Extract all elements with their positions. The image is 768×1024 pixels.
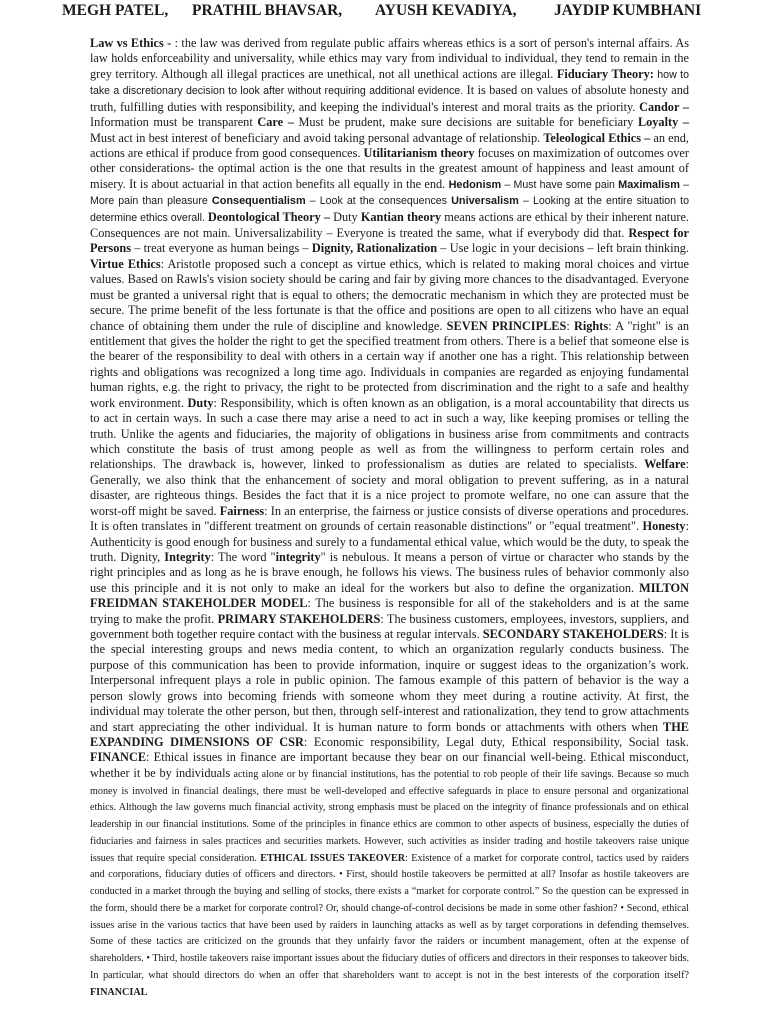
heading-milton-freidman-model: MILTON FREIDMAN STAKEHOLDER MODEL	[90, 580, 689, 611]
text-run: : In an enterprise, the fairness or justice consists of diverse operations and procedures. It is often translates in "different treatment on grounds of certain reasonable distinctions" or "equal treatment".	[90, 503, 689, 534]
heading-financial: FINANCIAL	[90, 986, 148, 998]
text-run: an end, actions are ethical if produce from good consequences.	[90, 130, 689, 160]
text-run: Duty	[330, 209, 361, 224]
text-run: Must act in best interest of beneficiary and avoid taking personal advantage of relationship.	[90, 130, 544, 145]
term-rights: Rights	[573, 318, 609, 333]
term-duty: Duty	[187, 395, 214, 410]
heading-ethical-issues-takeover: ETHICAL ISSUES TAKEOVER	[260, 852, 406, 864]
text-run: – Look at the consequences	[305, 195, 452, 208]
heading-expanding-dimensions-csr: THE EXPANDING DIMENSIONS OF CSR	[90, 719, 689, 749]
term-respect-for-persons: Respect for Persons	[90, 226, 689, 256]
author-name: MEGH PATEL,	[62, 2, 169, 19]
term-loyalty: Loyalty –	[637, 115, 690, 130]
text-run: – More pain than pleasure	[90, 178, 689, 208]
text-run: : A "right" is an entitlement that gives the holder the right to get the specified treatment from others. There is a belief that someone else is the bearer of the responsibility to deal with others in a certain way if another one has a right. This relationship between rights and obligations was recognized a long time ago. Individuals in companies are regarded as enjoying fundamental human rights, e.g. the right to privacy, the right to be protected from discrimination and the right to a safe and healthy work environment.	[90, 318, 689, 410]
term-deontological-theory: Deontological Theory –	[207, 209, 330, 224]
text-run: : Ethical issues in finance are important because they bear on our financial well-being. Ethical misconduct, whether it be by individuals	[90, 750, 689, 780]
author-line	[0, 2, 768, 22]
text-run: how to take a discretionary decision to look after without requiring additional evidence.	[90, 68, 690, 98]
text-run: : Economic responsibility, Legal duty, Ethical responsibility, Social task.	[303, 734, 689, 749]
term-integrity: Integrity	[164, 549, 211, 564]
text-run: : Existence of a market for corporate control, tactics used by raiders and corporations, fiduciary duties of officers and directors. • First, should hostile takeovers be permitted at all? Insofar as hostile takeovers are conducted in a market through the buying and selling of stocks, there exists a “market for corporate control.” So the question can be expressed in the form, should there be a market for corporate control? Or, should change-of-control decisions be made in some other fashion? • Second, ethical issues arise in the various tactics that have been used by raiders in launching attacks as well as by target corporations in defending themselves. Some of these tactics are criticized on the grounds that they unfairly favor the raiders or incumbent management, often at the expense of shareholders. • Third, hostile takeovers raise important issues about the fiduciary duties of officers and directors in their responses to takeover bids. In particular, what should directors do when an offer that shareholders want to accept is not in the best interests of the corporation itself?	[90, 852, 689, 981]
term-virtue-ethics: Virtue Ethics	[90, 256, 161, 271]
term-consequentialism: Consequentialism	[211, 195, 306, 208]
term-care: Care –	[257, 115, 294, 130]
body-text	[90, 36, 689, 1000]
term-integrity-quoted: integrity	[275, 549, 321, 564]
author-name: PRATHIL BHAVSAR,	[192, 2, 343, 19]
author-name: AYUSH KEVADIYA,	[375, 2, 517, 19]
term-dignity-rationalization: Dignity, Rationalization	[311, 241, 438, 256]
text-run: : The business is responsible for all of the stakeholders and is at the same trying to make the profit.	[90, 596, 689, 626]
text-run: : the law was derived from regulate public affairs whereas ethics is a sort of person's internal affairs. As law holds enforceability and universality, while ethics may vary from individual to individual, they tend to remain in the grey territory. Although all illegal practices are unethical, not all unethical actions are illegal.	[90, 36, 690, 81]
heading-seven-principles: SEVEN PRINCIPLES	[446, 318, 567, 333]
term-universalism: Universalism	[451, 195, 519, 208]
heading-finance: FINANCE	[90, 750, 147, 765]
author-name: JAYDIP KUMBHANI	[554, 2, 702, 19]
text-run: acting alone or by financial institutions, has the potential to rob people of their life savings. Because so much money is involved in financial dealings, there must be well-developed and effective safeguards in place to ensure personal and organizational ethics. Although the law governs much financial activity, strong emphasis must be placed on the integrity of finance professionals and on ethical leadership in our financial institutions. Some of the principles in finance ethics are common to other aspects of business, especially the duties of fiduciaries and fairness in sales practices and securities markets. However, such activities as insider trading and hostile takeovers raise unique issues that require special consideration.	[90, 768, 689, 864]
text-run: focuses on maximization of outcomes over other considerations- the optimal action is the one that results in the greatest amount of happiness and least amount of misery. It is about actuarial in that action benefits all equally in the end.	[90, 145, 689, 191]
text-run: Information must be transparent	[90, 115, 258, 130]
term-hedonism: Hedonism	[448, 178, 502, 191]
text-run: – Use logic in your decisions – left brain thinking.	[437, 241, 689, 256]
text-run: means actions are ethical by their inherent nature. Consequences are not main. Universalizability – Everyone is treated the same, what if everybody did that.	[90, 209, 689, 241]
text-run: Must be prudent, make sure decisions are suitable for beneficiary	[293, 115, 638, 130]
text-run: – Looking at the entire situation to determine ethics overall.	[90, 195, 689, 224]
heading-primary-stakeholders: PRIMARY STAKEHOLDERS	[217, 611, 381, 626]
term-kantian-theory: Kantian theory	[360, 209, 442, 224]
text-run: " is nebulous. It means a person of virtue or character who stands by the right principles and as long as he is brave enough, he follows his views. The business rules of behavior commonly also use this principle and it is not only to make an ideal for the workers but also to define the organization.	[90, 549, 689, 595]
text-run: : The word "	[210, 549, 276, 564]
text-run: : The business customers, employees, investors, suppliers, and government both together require contact with the business at regular intervals.	[90, 611, 689, 642]
term-candor: Candor –	[639, 99, 689, 114]
text-run: – Must have some pain	[501, 178, 619, 191]
term-utilitarianism: Utilitarianism theory	[363, 145, 475, 160]
term-honesty: Honesty	[642, 519, 686, 534]
term-maximalism: Maximalism	[618, 178, 680, 191]
text-run: – treat everyone as human beings –	[131, 241, 312, 256]
text-run: It is based on values of absolute honesty and truth, fulfilling duties with responsibility, and keeping the individual's interest and moral traits as the priority.	[90, 83, 690, 114]
text-run: : Aristotle proposed such a concept as virtue ethics, which is related to making moral choices and virtue values. Based on Rawls's vision society should be caring and fair by giving more chances to the disadvantaged. Everyone must be granted a universal right that is equal to others; the democratic mechanism in which they are protected must be secure. The prime benefit of the less fortunate is that the office and positions are open to all citizens who have an equal chance of obtaining them under the rule of discipline and knowledge.	[90, 256, 689, 333]
text-run: : Responsibility, which is often known as an obligation, is a moral accountability that directs us to act in certain ways. In such a case there may arise a need to act in such a way, like keeping promises or telling the truth. Unlike the agents and fiduciaries, the majority of obligations in business arise from commitments and contracts which constitute the basis of trust among people as well as from the willingness to perform certain roles and relationships. The drawback is, however, linked to professionalism as duties are related to specialists.	[90, 395, 689, 472]
term-fairness: Fairness	[219, 503, 265, 518]
term-teleological-ethics: Teleological Ethics –	[543, 130, 651, 145]
text-run: : Authenticity is good enough for business and surely to a fundamental ethical value, which would be the duty, to speak the truth. Dignity,	[90, 519, 689, 564]
text-run: : Generally, we also think that the enhancement of society and moral obligation to prevent suffering, as in a natural disaster, are righteous things. Besides the fact that it is a nice project to promote welfare, no one can assure that the worst-off might be saved.	[90, 457, 689, 518]
term-law-vs-ethics: Law vs Ethics -	[90, 36, 172, 50]
text-run: :	[566, 318, 574, 333]
term-fiduciary-theory: Fiduciary Theory:	[556, 66, 654, 81]
term-welfare: Welfare	[644, 457, 686, 472]
heading-secondary-stakeholders: SECONDARY STAKEHOLDERS	[482, 627, 664, 642]
text-run: : It is the special interesting groups and news media content, to which an organization regularly conducts business. The purpose of this communication has been to provide information, inquire or suggest ideas to the organization’s work. Interpersonal infrequent plays a role in public opinion. The famous example of this pattern of behavior is the way a person slowly grows into becoming friends with someone whom they meet during a routine activity. At first, the individual may tolerate the other person, but then, through self-interest and rationalization, they tend to grow attachments and start appreciating the other individual. It is human nature to form bonds or attachments with others when	[90, 627, 690, 734]
